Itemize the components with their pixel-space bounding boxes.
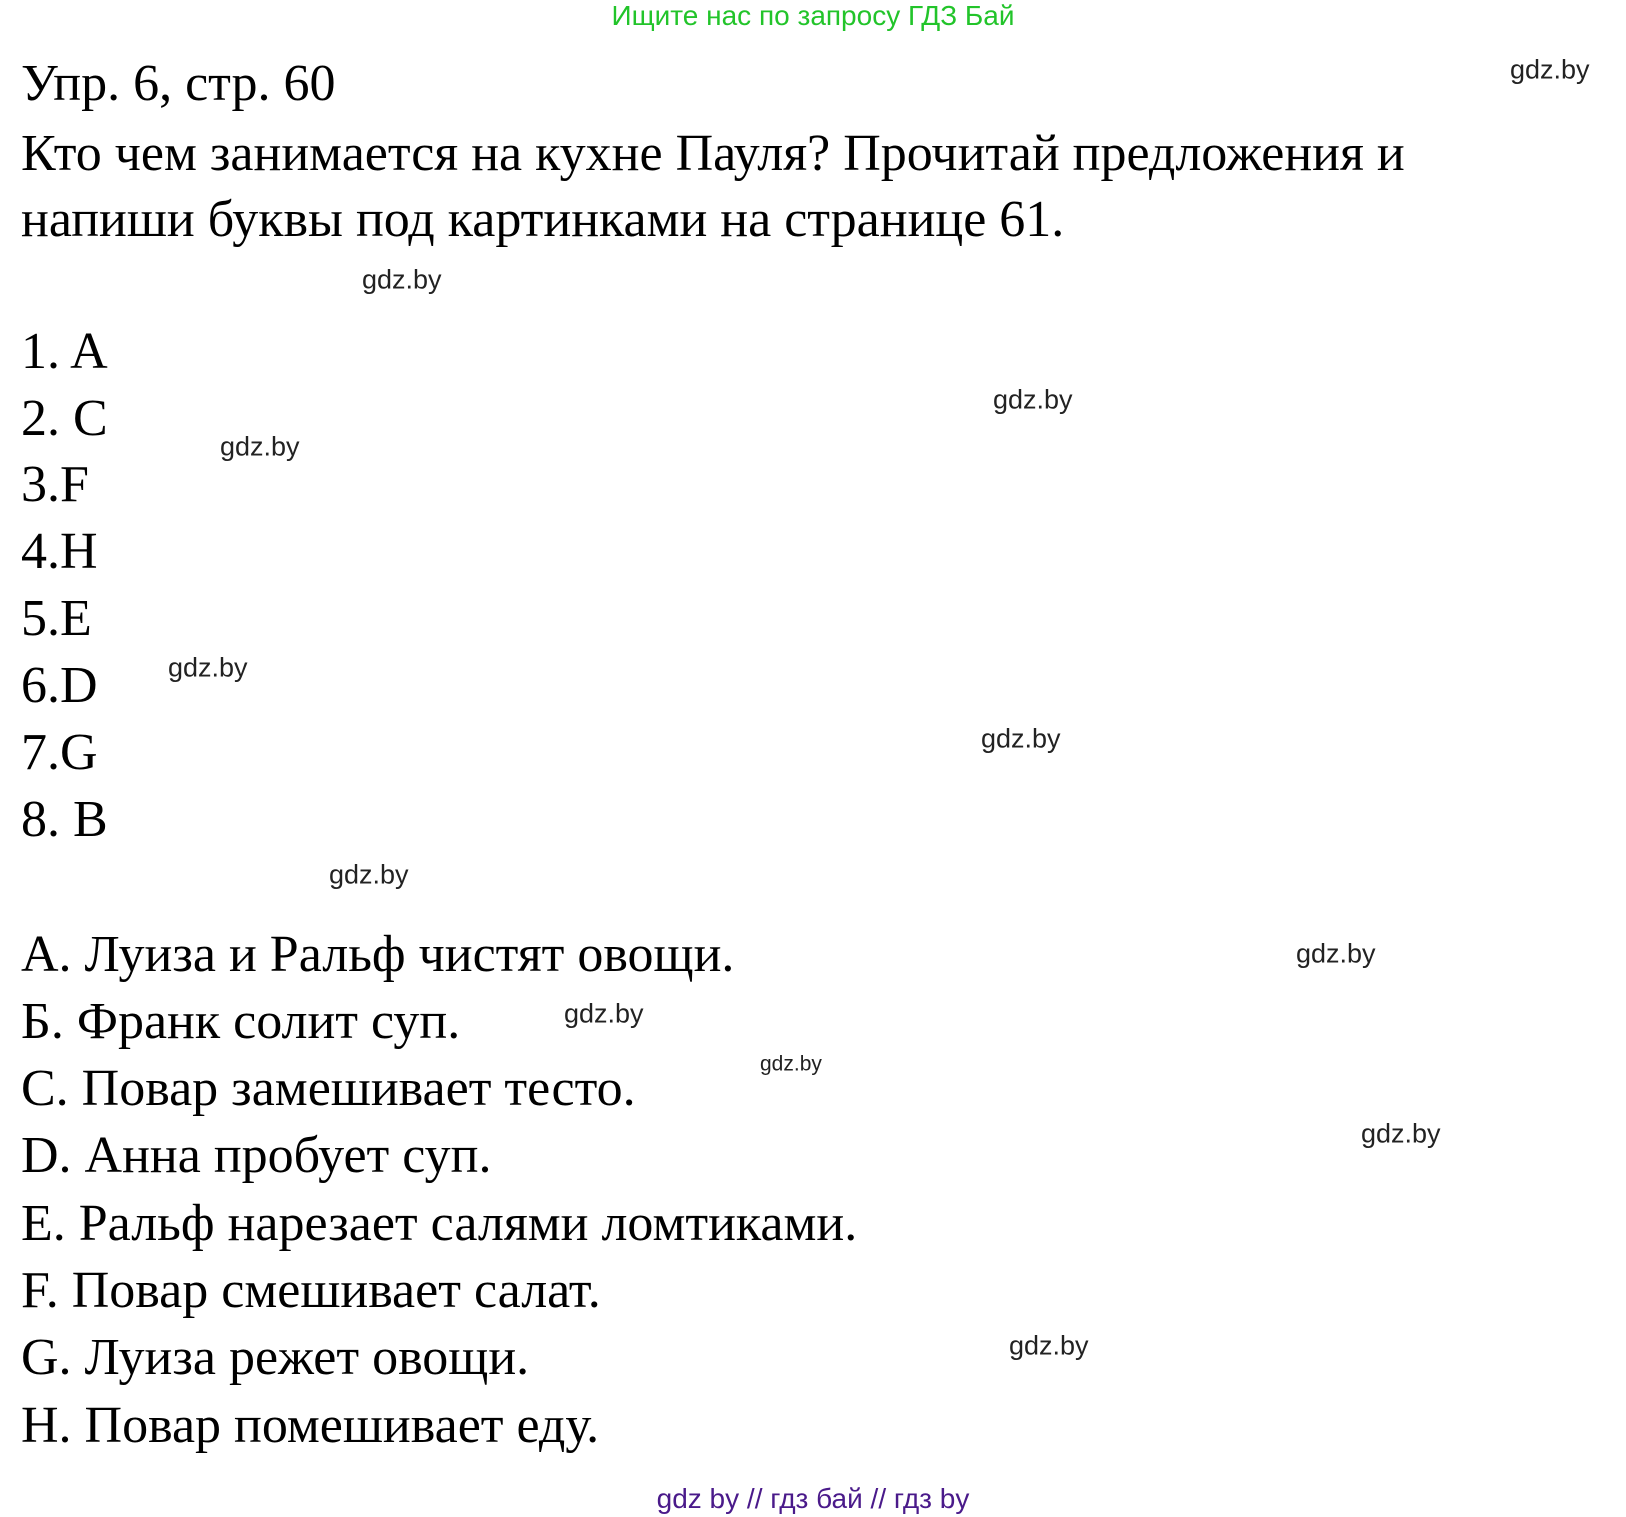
watermark: gdz.by <box>1009 1330 1089 1361</box>
sentence-item: A. Луиза и Ральф чистят овощи. <box>21 926 735 983</box>
watermark: gdz.by <box>329 859 409 890</box>
watermark: gdz.by <box>993 384 1073 415</box>
answer-item: 1. A <box>21 323 108 380</box>
watermark: gdz.by <box>168 652 248 683</box>
sentence-item: D. Анна пробует суп. <box>21 1127 492 1184</box>
task-line-1: Кто чем занимается на кухне Пауля? Прочитай предложения и <box>21 125 1405 182</box>
watermark: gdz.by <box>981 723 1061 754</box>
sentence-item: F. Повар смешивает салат. <box>21 1262 601 1319</box>
watermark: gdz.by <box>564 998 644 1029</box>
answer-item: 5.E <box>21 590 92 647</box>
watermark: gdz.by <box>1296 938 1376 969</box>
watermark: gdz.by <box>362 264 442 295</box>
watermark: gdz.by <box>760 1052 822 1076</box>
answer-item: 7.G <box>21 724 98 781</box>
sentence-item: G. Луиза режет овощи. <box>21 1329 530 1386</box>
answer-item: 3.F <box>21 456 89 513</box>
task-line-2: напиши буквы под картинками на странице 61. <box>21 191 1065 248</box>
answer-item: 6.D <box>21 657 98 714</box>
answer-item: 8. B <box>21 791 108 848</box>
sentence-item: E. Ральф нарезает салями ломтиками. <box>21 1195 858 1252</box>
footer-links: gdz by // гдз бай // гдз by <box>656 1483 970 1514</box>
watermark: gdz.by <box>220 431 300 462</box>
answer-item: 2. C <box>21 390 108 447</box>
watermark: gdz.by <box>1361 1118 1441 1149</box>
sentence-item: H. Повар помешивает еду. <box>21 1397 600 1454</box>
exercise-title: Упр. 6, стр. 60 <box>21 55 336 112</box>
answer-item: 4.H <box>21 523 98 580</box>
sentence-item: C. Повар замешивает тесто. <box>21 1060 636 1117</box>
sentence-item: Б. Франк солит суп. <box>21 993 461 1050</box>
watermark: gdz.by <box>1510 54 1590 85</box>
search-banner: Ищите нас по запросу ГДЗ Бай <box>611 0 1015 31</box>
